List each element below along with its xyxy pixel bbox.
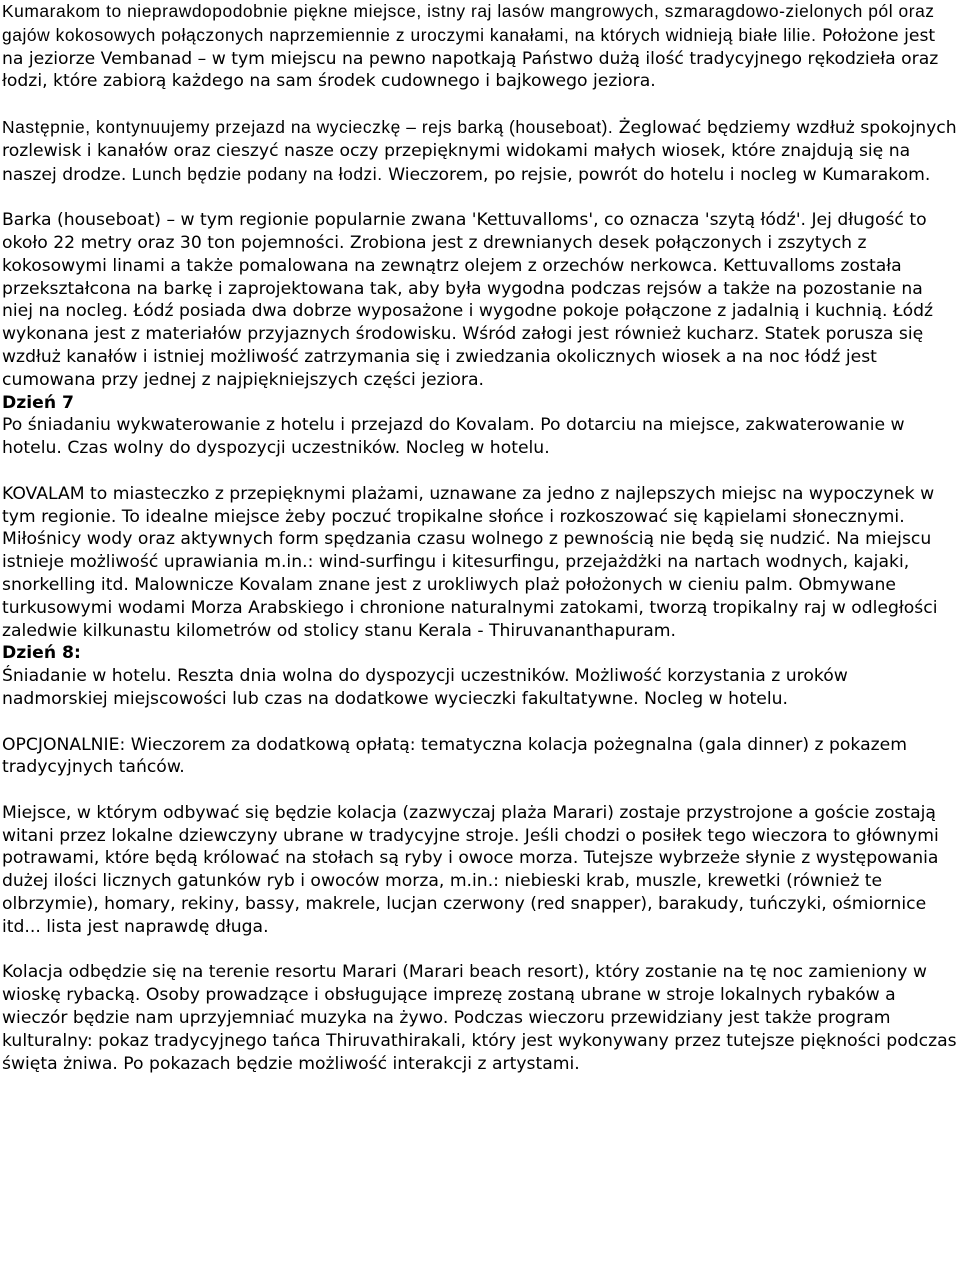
paragraph-day-8: Śniadanie w hotelu. Reszta dnia wolna do dyspozycji uczestników. Możliwość korzystania z uroków nadmorskiej miejscowości lub czas na dodatkowe wycieczki fakultatywne. Nocleg w hotelu. — [2, 666, 848, 709]
houseboat-evening-text: Wieczorem, po rejsie, powrót do hotelu i nocleg w Kumarakom. — [382, 164, 931, 185]
document-page — [2, 0, 958, 1075]
houseboat-sailing-text: Żeglować będziemy wzdłuż spokojnych rozlewisk i kanałów oraz cieszyć nasze oczy przepięknymi widokami małych wiosek, które znajdują się na naszej drodze. — [2, 117, 957, 185]
barka-description-text: Jej długość to około 22 metry oraz 30 ton pojemności. Zrobiona jest z drewnianych desek połączonych i zszytych z kokosowymi linami a także pomalowana na zewnątrz olejem z orzechów nerkowca. Kettuvalloms została przekształcona na barkę i zaprojektowana tak, aby była wygodna podczas rejsów a także na pozostanie na niej na nocleg. Łódź posiada dwa dobrze wyposażone i wygodne pokoje połączone z jadalnią i kuchnią. Łódź wykonana jest z materiałów przyjaznych środowisku. Wśród załogi jest również kucharz. Statek porusza się wzdłuż kanałów i istniej możliwość zatrzymania się i zwiedzania okolicznych wiosek a na noc łódź jest cumowana przy jednej z najpiękniejszych części jeziora. — [2, 210, 934, 390]
paragraph-houseboat — [2, 116, 958, 186]
kumarakom-intro-text: Kumarakom to nieprawdopodobnie piękne miejsce, istny raj lasów mangrowych, szmaragdowo-zielonych pól oraz gajów kokosowych połączonych naprzemiennie z uroczymi kanałami, na których widnieją białe lilie. — [2, 1, 935, 45]
houseboat-lunch-text: Lunch będzie podany na łodzi. — [126, 163, 383, 184]
paragraph-day-7: Po śniadaniu wykwaterowanie z hotelu i przejazd do Kovalam. Po dotarciu na miejsce, zakwaterowanie w hotelu. Czas wolny do dyspozycji uczestników. Nocleg w hotelu. — [2, 415, 905, 459]
paragraph-optional-dinner: OPCJONALNIE: Wieczorem za dodatkową opłatą: tematyczna kolacja pożegnalna (gala dinner) z pokazem tradycyjnych tańców. — [2, 734, 907, 778]
day-7-heading: Dzień 7 — [2, 392, 74, 413]
kumarakom-vembanad-text: Położone jest na jeziorze Vembanad – w tym miejscu na pewno napotkają Państwo dużą ilość tradycyjnego rękodzieła oraz łodzi, które zabiorą każdego na sam środek cudownego i bajkowego jeziora. — [2, 25, 939, 92]
barka-name-text: Barka (houseboat) – w tym regionie popularnie zwana 'Kettuvalloms', co oznacza 'szytą łódź'. — [2, 210, 807, 231]
paragraph-kovalam: KOVALAM to miasteczko z przepięknymi plażami, uznawane za jedno z najlepszych miejsc na wypoczynek w tym regionie. To idealne miejsce żeby poczuć tropikalne słońce i rozkoszować się kąpielami słonecznymi. Miłośnicy wody oraz aktywnych form spędzania czasu wolnego z pewnością nie będą się nudzić. Na miejscu istnieje możliwość uprawiania m.in.: wind-surfingu i kitesurfingu, przejażdżki na nartach wodnych, kajaki, snorkelling itd. Malownicze Kovalam znane jest z urokliwych plaż położonych w cieniu palm. Obmywane turkusowymi wodami Morza Arabskiego i chronione naturalnymi zatokami, tworzą tropikalny raj w odległości zaledwie kilkunastu kilometrów od stolicy stanu Kerala - Thiruvananthapuram. — [2, 483, 938, 641]
houseboat-intro-text: Następnie, kontynuujemy przejazd na wycieczkę – rejs barką (houseboat). — [2, 116, 614, 137]
paragraph-marari-dinner: Miejsce, w którym odbywać się będzie kolacja (zazwyczaj plaża Marari) zostaje przystrojone a goście zostają witani przez lokalne dziewczyny ubrane w tradycyjne stroje. Jeśli chodzi o posiłek tego wieczora to głównymi potrawami, które będą królować na stołach są ryby i owoce morza. Tutejsze wybrzeże słynie z występowania dużej ilości licznych gatunków ryb i owoców morza, m.in.: niebieski krab, muszle, krewetki (również te olbrzymie), homary, rekiny, bassy, makrele, lucjan czerwony (red snapper), barakudy, tuńczyki, ośmiornice itd... lista jest naprawdę długa. — [2, 802, 939, 937]
paragraph-kumarakom — [2, 0, 958, 93]
paragraph-marari-resort: Kolacja odbędzie się na terenie resortu Marari (Marari beach resort), który zostanie na tę noc zamieniony w wioskę rybacką. Osoby prowadzące i obsługujące imprezę zostaną ubrane w stroje lokalnych rybaków a wieczór będzie nam uprzyjemniać muzyka na żywo. Podczas wieczoru przewidziany jest także program kulturalny: pokaz tradycyjnego tańca Thiruvathirakali, który jest wykonywany przez tutejsze piękności podczas święta żniwa. Po pokazach będzie możliwość interakcji z artystami. — [2, 962, 957, 1074]
day-8-heading: Dzień 8: — [2, 643, 81, 664]
paragraph-barka — [2, 209, 958, 391]
